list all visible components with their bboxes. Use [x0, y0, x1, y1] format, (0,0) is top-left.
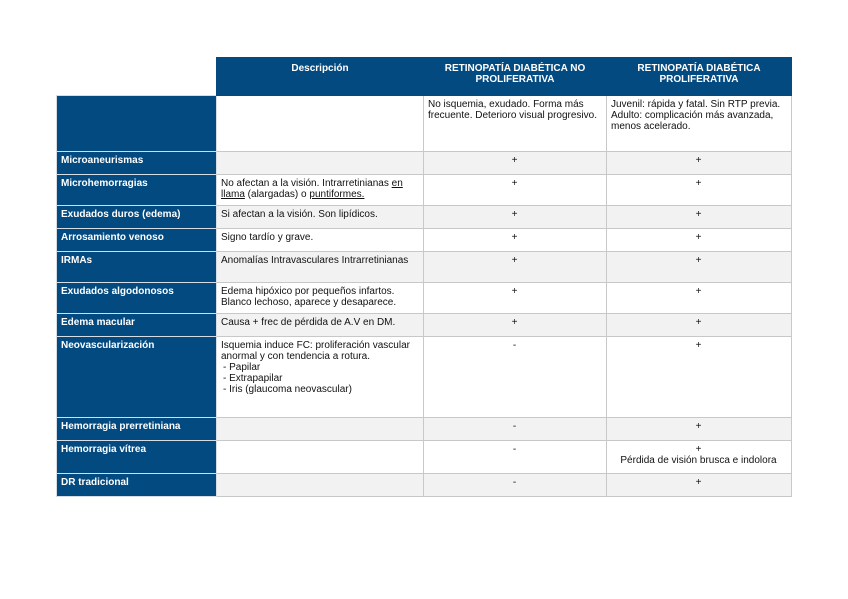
table-row — [57, 229, 792, 252]
intro-npdr: No isquemia, exudado. Forma más frecuente. Deterioro visual progresivo. — [424, 96, 607, 152]
intro-pdr — [607, 96, 792, 152]
row-label: Arrosamiento venoso — [57, 229, 217, 252]
pdr-note: Pérdida de visión brusca e indolora — [620, 455, 777, 466]
row-pdr: + — [607, 337, 792, 418]
row-label: Edema macular — [57, 314, 217, 337]
row-description: Si afectan a la visión. Son lipídicos. — [217, 206, 424, 229]
row-pdr: + — [607, 474, 792, 497]
neovascularization-types-list — [221, 362, 418, 395]
row-pdr: + — [607, 152, 792, 175]
row-pdr: + — [607, 283, 792, 314]
desc-underlined-en-llama: en llama — [221, 178, 403, 200]
desc-underlined-puntiformes: puntiformes. — [309, 189, 365, 200]
row-pdr: + — [607, 206, 792, 229]
pdr-mark: + — [695, 444, 702, 455]
row-description — [217, 337, 424, 418]
row-npdr: + — [424, 152, 607, 175]
empty-corner-cell — [57, 58, 217, 96]
table-row — [57, 175, 792, 206]
row-npdr: - — [424, 474, 607, 497]
row-npdr: + — [424, 206, 607, 229]
desc-text: Isquemia induce FC: proliferación vascular anormal y con tendencia a rotura. — [221, 340, 410, 362]
row-description: Anomalías Intravasculares Intrarretinianas — [217, 252, 424, 283]
retinopathy-comparison-table — [56, 57, 792, 497]
intro-pdr-adulto: Adulto: complicación más avanzada, menos acelerado. — [611, 110, 774, 132]
row-npdr: + — [424, 314, 607, 337]
row-pdr: + — [607, 418, 792, 441]
row-npdr: + — [424, 283, 607, 314]
row-label: Exudados algodonosos — [57, 283, 217, 314]
intro-pdr-juvenil: Juvenil: rápida y fatal. Sin RTP previa. — [611, 99, 781, 110]
table-row — [57, 252, 792, 283]
list-item: - Extrapapilar — [221, 373, 418, 384]
row-pdr: + — [607, 175, 792, 206]
row-pdr: + — [607, 252, 792, 283]
row-description: Edema hipóxico por pequeños infartos. Blanco lechoso, aparece y desaparece. — [217, 283, 424, 314]
list-item: - Papilar — [221, 362, 418, 373]
row-label: Microhemorragias — [57, 175, 217, 206]
row-npdr: + — [424, 175, 607, 206]
row-description — [217, 152, 424, 175]
table-row — [57, 314, 792, 337]
header-row — [57, 58, 792, 96]
row-label: Exudados duros (edema) — [57, 206, 217, 229]
row-pdr: + — [607, 314, 792, 337]
header-pdr: RETINOPATÍA DIABÉTICA PROLIFERATIVA — [607, 58, 792, 96]
row-pdr: + — [607, 229, 792, 252]
desc-text: No afectan a la visión. Intrarretinianas — [221, 178, 392, 189]
row-label: DR tradicional — [57, 474, 217, 497]
row-description — [217, 441, 424, 474]
row-label: Neovascularización — [57, 337, 217, 418]
intro-description — [217, 96, 424, 152]
row-description: Signo tardío y grave. — [217, 229, 424, 252]
row-pdr — [607, 441, 792, 474]
row-label: IRMAs — [57, 252, 217, 283]
row-npdr: + — [424, 229, 607, 252]
table-row — [57, 152, 792, 175]
row-description: Causa + frec de pérdida de A.V en DM. — [217, 314, 424, 337]
header-npdr: RETINOPATÍA DIABÉTICA NO PROLIFERATIVA — [424, 58, 607, 96]
list-item: - Iris (glaucoma neovascular) — [221, 384, 418, 395]
header-description: Descripción — [217, 58, 424, 96]
table-row — [57, 474, 792, 497]
row-description — [217, 474, 424, 497]
row-npdr: - — [424, 418, 607, 441]
row-description — [217, 175, 424, 206]
desc-text-mid: (alargadas) o — [244, 189, 310, 200]
row-label: Hemorragia vítrea — [57, 441, 217, 474]
table-row — [57, 283, 792, 314]
intro-row — [57, 96, 792, 152]
row-npdr: - — [424, 441, 607, 474]
row-label: Microaneurismas — [57, 152, 217, 175]
table-row — [57, 441, 792, 474]
intro-row-label — [57, 96, 217, 152]
table-row — [57, 337, 792, 418]
table-row — [57, 206, 792, 229]
row-npdr: + — [424, 252, 607, 283]
row-description — [217, 418, 424, 441]
row-npdr: - — [424, 337, 607, 418]
table-row — [57, 418, 792, 441]
row-label: Hemorragia prerretiniana — [57, 418, 217, 441]
